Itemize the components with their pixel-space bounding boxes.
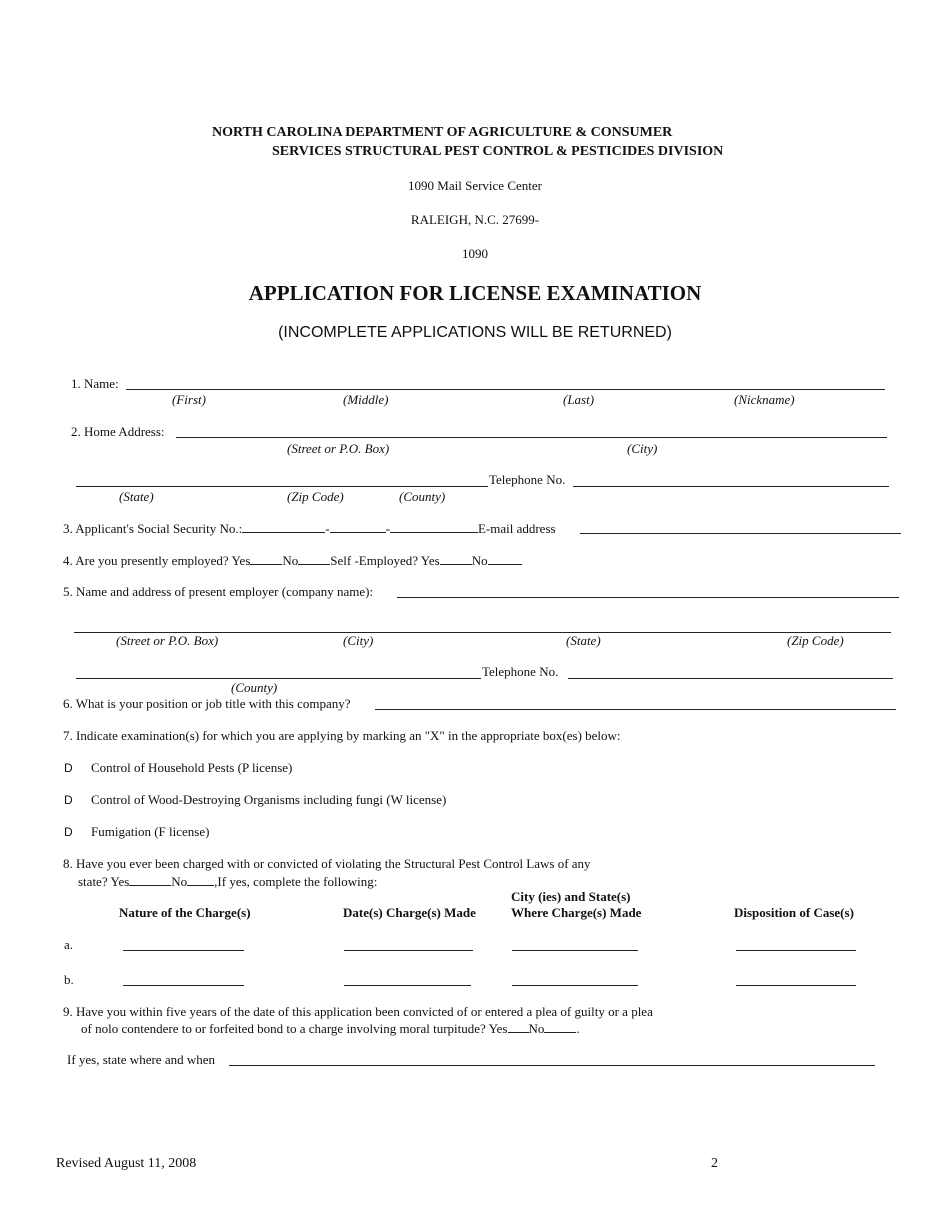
- charges-question-line1: 8. Have you ever been charged with or convicted of violating the Structural Pest Control Laws of any: [63, 856, 591, 871]
- nature-header: Nature of the Charge(s): [119, 905, 251, 920]
- row-b-disposition-field[interactable]: [736, 985, 856, 986]
- charges-yes-field[interactable]: [129, 873, 171, 886]
- middle-caption: (Middle): [343, 392, 389, 407]
- home-address-field[interactable]: [176, 437, 887, 438]
- ssn-label: 3. Applicant's Social Security No.: - - E-mail address: [63, 521, 556, 536]
- department-line-2: SERVICES STRUCTURAL PEST CONTROL & PESTICIDES DIVISION: [272, 144, 724, 159]
- row-b-city-field[interactable]: [512, 985, 638, 986]
- charges-no-field[interactable]: [187, 873, 214, 886]
- ssn-part-2-field[interactable]: [330, 520, 386, 533]
- home-telephone-field[interactable]: [573, 486, 889, 487]
- household-pests-checkbox[interactable]: D: [64, 761, 73, 775]
- mailing-address-3: 1090: [462, 246, 488, 261]
- employer-telephone-label: Telephone No.: [482, 664, 559, 679]
- ssn-part-1-field[interactable]: [242, 520, 325, 533]
- employer-label: 5. Name and address of present employer (company name):: [63, 584, 374, 599]
- where-when-field[interactable]: [229, 1065, 875, 1066]
- county-caption: (County): [399, 489, 446, 504]
- wood-destroying-checkbox[interactable]: D: [64, 793, 73, 807]
- employer-city-caption: (City): [343, 633, 374, 648]
- employer-name-field[interactable]: [397, 597, 899, 598]
- row-a-dates-field[interactable]: [344, 950, 473, 951]
- where-when-label: If yes, state where and when: [67, 1052, 215, 1067]
- department-line-1: NORTH CAROLINA DEPARTMENT OF AGRICULTURE & CONSUMER: [212, 125, 673, 140]
- city-header-line1: City (ies) and State(s): [511, 889, 631, 904]
- employer-state-caption: (State): [566, 633, 601, 648]
- employer-street-caption: (Street or P.O. Box): [116, 633, 219, 648]
- street-caption: (Street or P.O. Box): [287, 441, 390, 456]
- fumigation-label: Fumigation (F license): [91, 824, 210, 839]
- city-caption: (City): [627, 441, 658, 456]
- row-a-city-field[interactable]: [512, 950, 638, 951]
- dates-header: Date(s) Charge(s) Made: [343, 905, 476, 920]
- wood-destroying-label: Control of Wood-Destroying Organisms including fungi (W license): [91, 792, 447, 807]
- turpitude-no-field[interactable]: [544, 1020, 576, 1033]
- state-caption: (State): [119, 489, 154, 504]
- name-label: 1. Name:: [71, 376, 119, 391]
- employer-telephone-field[interactable]: [568, 678, 893, 679]
- household-pests-label: Control of Household Pests (P license): [91, 760, 293, 775]
- ssn-part-3-field[interactable]: [390, 520, 478, 533]
- home-address-label: 2. Home Address:: [71, 424, 165, 439]
- row-b-nature-field[interactable]: [123, 985, 244, 986]
- turpitude-question-line2: of nolo contendere to or forfeited bond to a charge involving moral turpitude? Yes No .: [81, 1021, 580, 1036]
- employed-yes-field[interactable]: [250, 552, 282, 565]
- name-field[interactable]: [126, 389, 885, 390]
- turpitude-yes-field[interactable]: [508, 1020, 529, 1033]
- email-field[interactable]: [580, 533, 901, 534]
- revised-date: Revised August 11, 2008: [56, 1156, 197, 1171]
- page-title: APPLICATION FOR LICENSE EXAMINATION: [248, 281, 702, 305]
- first-caption: (First): [172, 392, 206, 407]
- home-telephone-label: Telephone No.: [489, 472, 566, 487]
- employer-county-field[interactable]: [76, 678, 481, 679]
- zip-caption: (Zip Code): [287, 489, 344, 504]
- page-number: 2: [711, 1156, 718, 1171]
- self-employed-yes-field[interactable]: [440, 552, 472, 565]
- row-b-dates-field[interactable]: [344, 985, 471, 986]
- nickname-caption: (Nickname): [734, 392, 795, 407]
- employer-zip-caption: (Zip Code): [787, 633, 844, 648]
- employed-no-field[interactable]: [298, 552, 330, 565]
- self-employed-no-field[interactable]: [488, 552, 522, 565]
- row-a-label: a.: [64, 937, 74, 952]
- exam-instruction: 7. Indicate examination(s) for which you are applying by marking an "X" in the appropriate box(es) below:: [63, 728, 621, 743]
- fumigation-checkbox[interactable]: D: [64, 825, 73, 839]
- row-b-label: b.: [64, 972, 74, 987]
- last-caption: (Last): [563, 392, 595, 407]
- position-field[interactable]: [375, 709, 896, 710]
- mailing-address-1: 1090 Mail Service Center: [408, 178, 542, 193]
- charges-question-line2: state? Yes No ,If yes, complete the following:: [78, 874, 378, 889]
- employed-question: 4. Are you presently employed? Yes No Self -Employed? Yes No: [63, 552, 522, 569]
- position-label: 6. What is your position or job title with this company?: [63, 696, 351, 711]
- disposition-header: Disposition of Case(s): [734, 905, 854, 920]
- row-a-disposition-field[interactable]: [736, 950, 856, 951]
- employer-county-caption: (County): [231, 680, 278, 695]
- city-header-line2: Where Charge(s) Made: [511, 905, 642, 920]
- mailing-address-2: RALEIGH, N.C. 27699-: [410, 212, 540, 227]
- row-a-nature-field[interactable]: [123, 950, 244, 951]
- state-zip-county-field[interactable]: [76, 486, 488, 487]
- page-subtitle: (INCOMPLETE APPLICATIONS WILL BE RETURNED): [278, 324, 672, 341]
- email-label: E-mail address: [477, 521, 556, 536]
- turpitude-question-line1: 9. Have you within five years of the date of this application been convicted of or entered a plea of guilty or a plea: [63, 1004, 653, 1019]
